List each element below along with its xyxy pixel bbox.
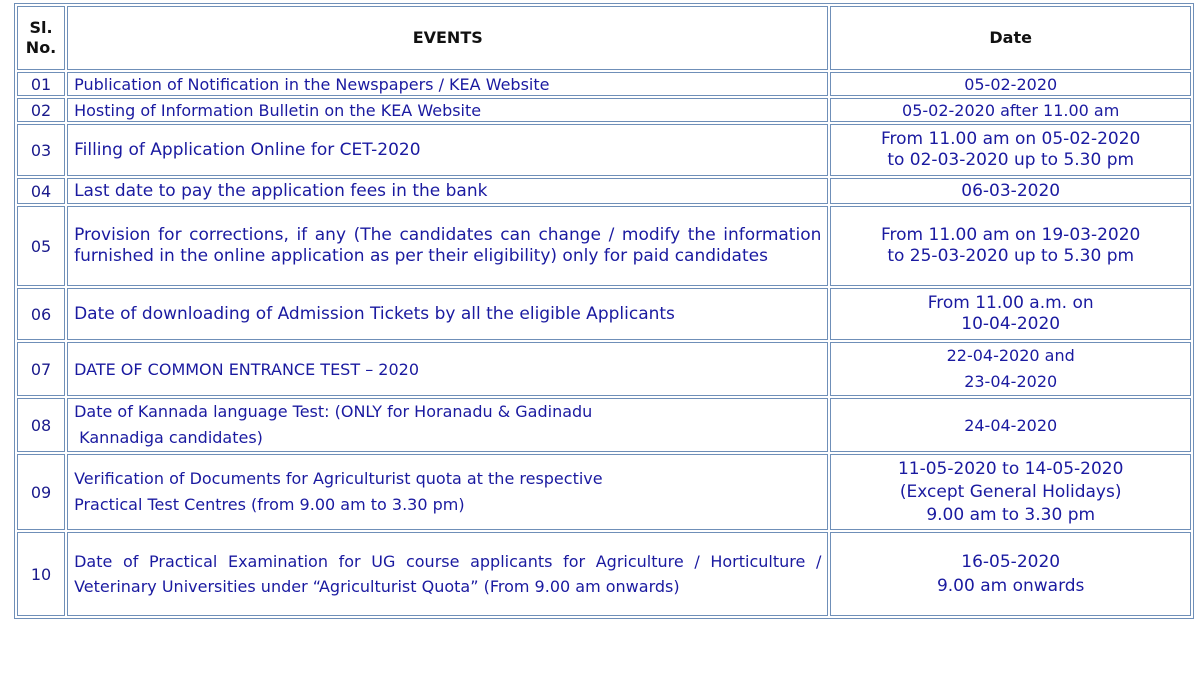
- date-text: From 11.00 am on 19-03-2020: [881, 225, 1141, 245]
- row-event: [67, 398, 828, 452]
- date-text: (Except General Holidays): [899, 481, 1122, 502]
- row-sl-no: 08: [17, 398, 65, 452]
- header-events: EVENTS: [67, 6, 828, 70]
- header-sl-line1: Sl.: [29, 18, 53, 37]
- event-text: Hosting of Information Bulletin on the KEA Website: [74, 100, 482, 120]
- date-text: 22-04-2020 and: [946, 346, 1075, 365]
- table-row: [17, 288, 1191, 340]
- row-sl-no: 02: [17, 98, 65, 122]
- row-sl-no: 03: [17, 124, 65, 176]
- table-row: [17, 178, 1191, 204]
- row-event: [67, 342, 828, 396]
- date-text: 05-02-2020: [964, 74, 1058, 94]
- row-event: [67, 532, 828, 616]
- row-event: [67, 98, 828, 122]
- row-date: [830, 532, 1191, 616]
- row-sl-no: 06: [17, 288, 65, 340]
- row-event: [67, 72, 828, 96]
- table-row: [17, 98, 1191, 122]
- date-text: From 11.00 a.m. on: [927, 293, 1094, 313]
- event-text: Date of Kannada language Test: (ONLY for Horanadu & Gadinadu: [74, 402, 593, 421]
- date-text: 9.00 am to 3.30 pm: [926, 504, 1096, 525]
- row-date: [830, 124, 1191, 176]
- event-text: Provision for corrections, if any (The candidates can change / modify the information furnished in the online application as per their eligibility) only for paid candidates: [74, 225, 822, 266]
- row-date: [830, 288, 1191, 340]
- header-date: Date: [830, 6, 1191, 70]
- row-sl-no: 09: [17, 454, 65, 530]
- row-date: [830, 72, 1191, 96]
- header-sl-line2: No.: [25, 38, 57, 57]
- row-event: [67, 206, 828, 286]
- date-text: 06-03-2020: [961, 180, 1061, 201]
- row-date: [830, 178, 1191, 204]
- row-event: [67, 288, 828, 340]
- event-text: Last date to pay the application fees in the bank: [74, 180, 488, 201]
- date-text: 16-05-2020: [961, 552, 1061, 572]
- row-date: [830, 398, 1191, 452]
- table-row: [17, 124, 1191, 176]
- date-text: 23-04-2020: [964, 372, 1058, 391]
- row-event: [67, 454, 828, 530]
- table-row: [17, 532, 1191, 616]
- row-event: [67, 178, 828, 204]
- events-table-container: [14, 3, 1194, 619]
- row-event: [67, 124, 828, 176]
- event-text: Verification of Documents for Agriculturist quota at the respective: [74, 469, 603, 488]
- event-text: Date of Practical Examination for UG course applicants for Agriculture / Horticulture / Veterinary Universities under “Agriculturist Quota” (From 9.00 am onwards): [74, 552, 822, 596]
- event-text: Practical Test Centres (from 9.00 am to 3.30 pm): [74, 495, 465, 514]
- table-row: [17, 342, 1191, 396]
- date-text: 24-04-2020: [964, 415, 1058, 435]
- header-sl-no: [17, 6, 65, 70]
- event-text: Publication of Notification in the Newspapers / KEA Website: [74, 74, 550, 94]
- event-text: DATE OF COMMON ENTRANCE TEST – 2020: [74, 359, 419, 379]
- row-date: [830, 98, 1191, 122]
- row-date: [830, 206, 1191, 286]
- row-date: [830, 342, 1191, 396]
- row-sl-no: 07: [17, 342, 65, 396]
- table-row: [17, 398, 1191, 452]
- date-text: 9.00 am onwards: [936, 576, 1085, 596]
- row-sl-no: 04: [17, 178, 65, 204]
- event-text: Date of downloading of Admission Tickets by all the eligible Applicants: [74, 303, 675, 324]
- date-text: 11-05-2020 to 14-05-2020: [897, 458, 1124, 479]
- row-sl-no: 10: [17, 532, 65, 616]
- event-text: Filling of Application Online for CET-2020: [74, 139, 421, 160]
- table-row: [17, 206, 1191, 286]
- event-text: Kannadiga candidates): [74, 428, 263, 447]
- table-row: [17, 72, 1191, 96]
- date-text: to 02-03-2020 up to 5.30 pm: [887, 150, 1135, 170]
- table-row: [17, 454, 1191, 530]
- table-header-row: [17, 6, 1191, 70]
- row-sl-no: 01: [17, 72, 65, 96]
- row-sl-no: 05: [17, 206, 65, 286]
- row-date: [830, 454, 1191, 530]
- events-schedule-table: [14, 3, 1194, 619]
- date-text: From 11.00 am on 05-02-2020: [881, 129, 1141, 149]
- date-text: 10-04-2020: [961, 314, 1061, 334]
- date-text: to 25-03-2020 up to 5.30 pm: [887, 246, 1135, 266]
- date-text: 05-02-2020 after 11.00 am: [902, 100, 1120, 120]
